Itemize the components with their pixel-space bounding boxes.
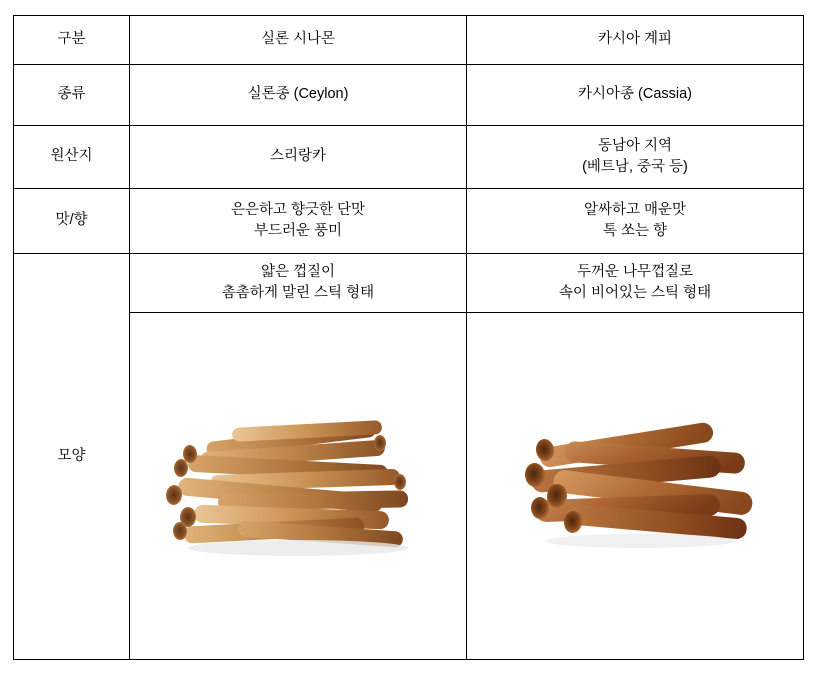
cell-shape-cassia [467, 254, 804, 313]
cell-origin-ceylon [130, 126, 467, 189]
table-row [14, 126, 804, 189]
cell-line: 은은하고 향긋한 단맛 [230, 201, 366, 218]
header-cell-ceylon: 실론 시나몬 [130, 16, 467, 65]
row-label-taste: 맛/향 [14, 189, 130, 254]
cell-image-cassia [467, 313, 804, 660]
cell-shape-ceylon [130, 254, 467, 313]
table-row [14, 65, 804, 126]
cell-line: 톡 쏘는 향 [602, 223, 668, 239]
cell-line: 촘촘하게 말린 스틱 형태 [221, 285, 375, 301]
cell-line: 카시아종 (Cassia) [577, 86, 693, 103]
cell-type-cassia [467, 65, 804, 126]
cell-taste-ceylon [130, 189, 467, 254]
cell-line: 부드러운 풍미 [253, 223, 343, 239]
row-label-type: 종류 [14, 65, 130, 126]
cell-line: 실론종 (Ceylon) [247, 86, 349, 103]
row-label-origin: 원산지 [14, 126, 130, 189]
cell-line: 두꺼운 나무껍질로 [576, 263, 694, 280]
cell-line: 속이 비어있는 스틱 형태 [558, 285, 712, 301]
table-row [14, 254, 804, 313]
header-cell-category: 구분 [14, 16, 130, 65]
comparison-table [13, 15, 804, 660]
cassia-cinnamon-image [471, 319, 799, 653]
cell-origin-cassia [467, 126, 804, 189]
cell-line: (베트남, 중국 등) [582, 159, 688, 175]
cell-type-ceylon [130, 65, 467, 126]
header-cell-cassia: 카시아 계피 [467, 16, 804, 65]
cell-line: 얇은 껍질이 [260, 263, 336, 280]
row-label-shape: 모양 [14, 254, 130, 660]
ceylon-cinnamon-image [134, 319, 462, 653]
table-header-row [14, 16, 804, 65]
table-row [14, 189, 804, 254]
table-row-images [14, 313, 804, 660]
cell-line: 동남아 지역 [597, 137, 673, 154]
cell-image-ceylon [130, 313, 467, 660]
cell-taste-cassia [467, 189, 804, 254]
cell-line: 스리랑카 [269, 148, 327, 165]
cell-line: 알싸하고 매운맛 [583, 201, 687, 218]
